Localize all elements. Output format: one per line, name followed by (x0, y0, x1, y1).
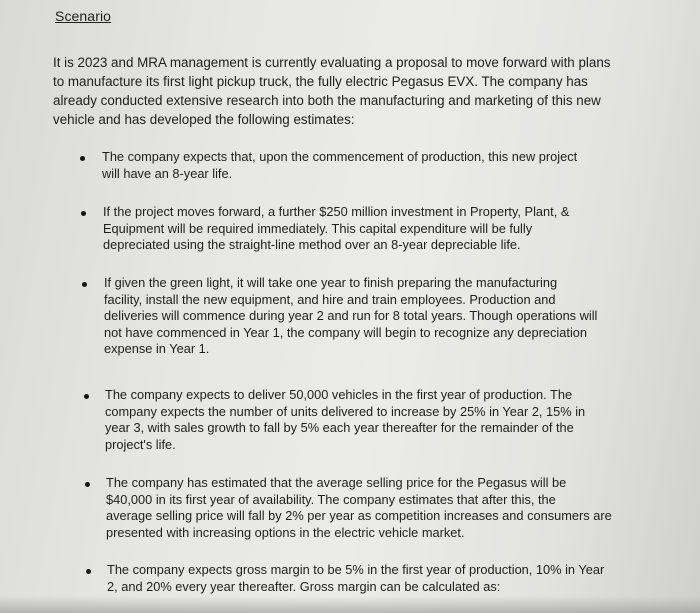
bullet-text (106, 475, 666, 541)
bullet-dot-icon (84, 394, 89, 399)
bullet-line: facility, install the new equipment, and hire and train employees. Production and (104, 291, 556, 307)
bullet-text (107, 562, 667, 595)
bullet-line: presented with increasing options in the electric vehicle market. (106, 524, 465, 540)
photo-shadow (0, 596, 700, 613)
bullet-line: The company expects to deliver 50,000 vehicles in the first year of production. The (105, 387, 573, 402)
bullet-text (102, 149, 662, 182)
bullet-line: 2, and 20% every year thereafter. Gross margin can be calculated as: (107, 578, 501, 594)
bullet-line: If given the green light, it will take one year to finish preparing the manufacturing (104, 275, 558, 290)
bullet-line: not have commenced in Year 1, the company will begin to recognize any depreciation (104, 324, 588, 340)
intro-line: It is 2023 and MRA management is currently evaluating a proposal to move forward with plans (53, 55, 611, 70)
bullet-line: The company expects that, upon the commencement of production, this new project (102, 149, 578, 164)
bullet-line: deliveries will commence during year 2 and run for 8 total years. Though operations will (104, 308, 598, 323)
intro-line: already conducted extensive research into both the manufacturing and marketing of this new (53, 93, 601, 108)
bullet-line: average selling price will fall by 2% per year as competition increases and consumers are (106, 508, 612, 523)
bullet-dot-icon (86, 569, 91, 574)
section-heading: Scenario (55, 8, 112, 24)
bullet-line: year 3, with sales growth to fall by 5% each year thereafter for the remainder of the (105, 420, 574, 435)
bullet-line: project's life. (105, 436, 176, 452)
intro-paragraph (53, 53, 668, 129)
bullet-dot-icon (85, 482, 90, 487)
bullet-dot-icon (81, 211, 86, 216)
bullet-line: Equipment will be required immediately. This capital expenditure will be fully (103, 220, 533, 236)
bullet-line: depreciated using the straight-line method over an 8-year depreciable life. (103, 237, 521, 252)
bullet-line: The company has estimated that the average selling price for the Pegasus will be (106, 475, 567, 490)
bullet-text (103, 204, 663, 254)
bullet-line: $40,000 in its first year of availability. The company estimates that after this, the (106, 491, 556, 507)
bullet-line: The company expects gross margin to be 5% in the first year of production, 10% in Year (107, 562, 605, 577)
bullet-line: expense in Year 1. (104, 341, 210, 356)
bullet-line: will have an 8-year life. (102, 165, 233, 181)
bullet-line: If the project moves forward, a further $250 million investment in Property, Plant, & (103, 204, 570, 219)
bullet-dot-icon (80, 156, 85, 161)
bullet-dot-icon (82, 282, 87, 287)
bullet-text (104, 275, 664, 358)
intro-line: to manufacture its first light pickup truck, the fully electric Pegasus EVX. The company has (53, 74, 588, 89)
bullet-line: company expects the number of units delivered to increase by 25% in Year 2, 15% in (105, 403, 586, 419)
bullet-text (105, 387, 665, 453)
intro-line: vehicle and has developed the following estimates: (53, 112, 355, 127)
